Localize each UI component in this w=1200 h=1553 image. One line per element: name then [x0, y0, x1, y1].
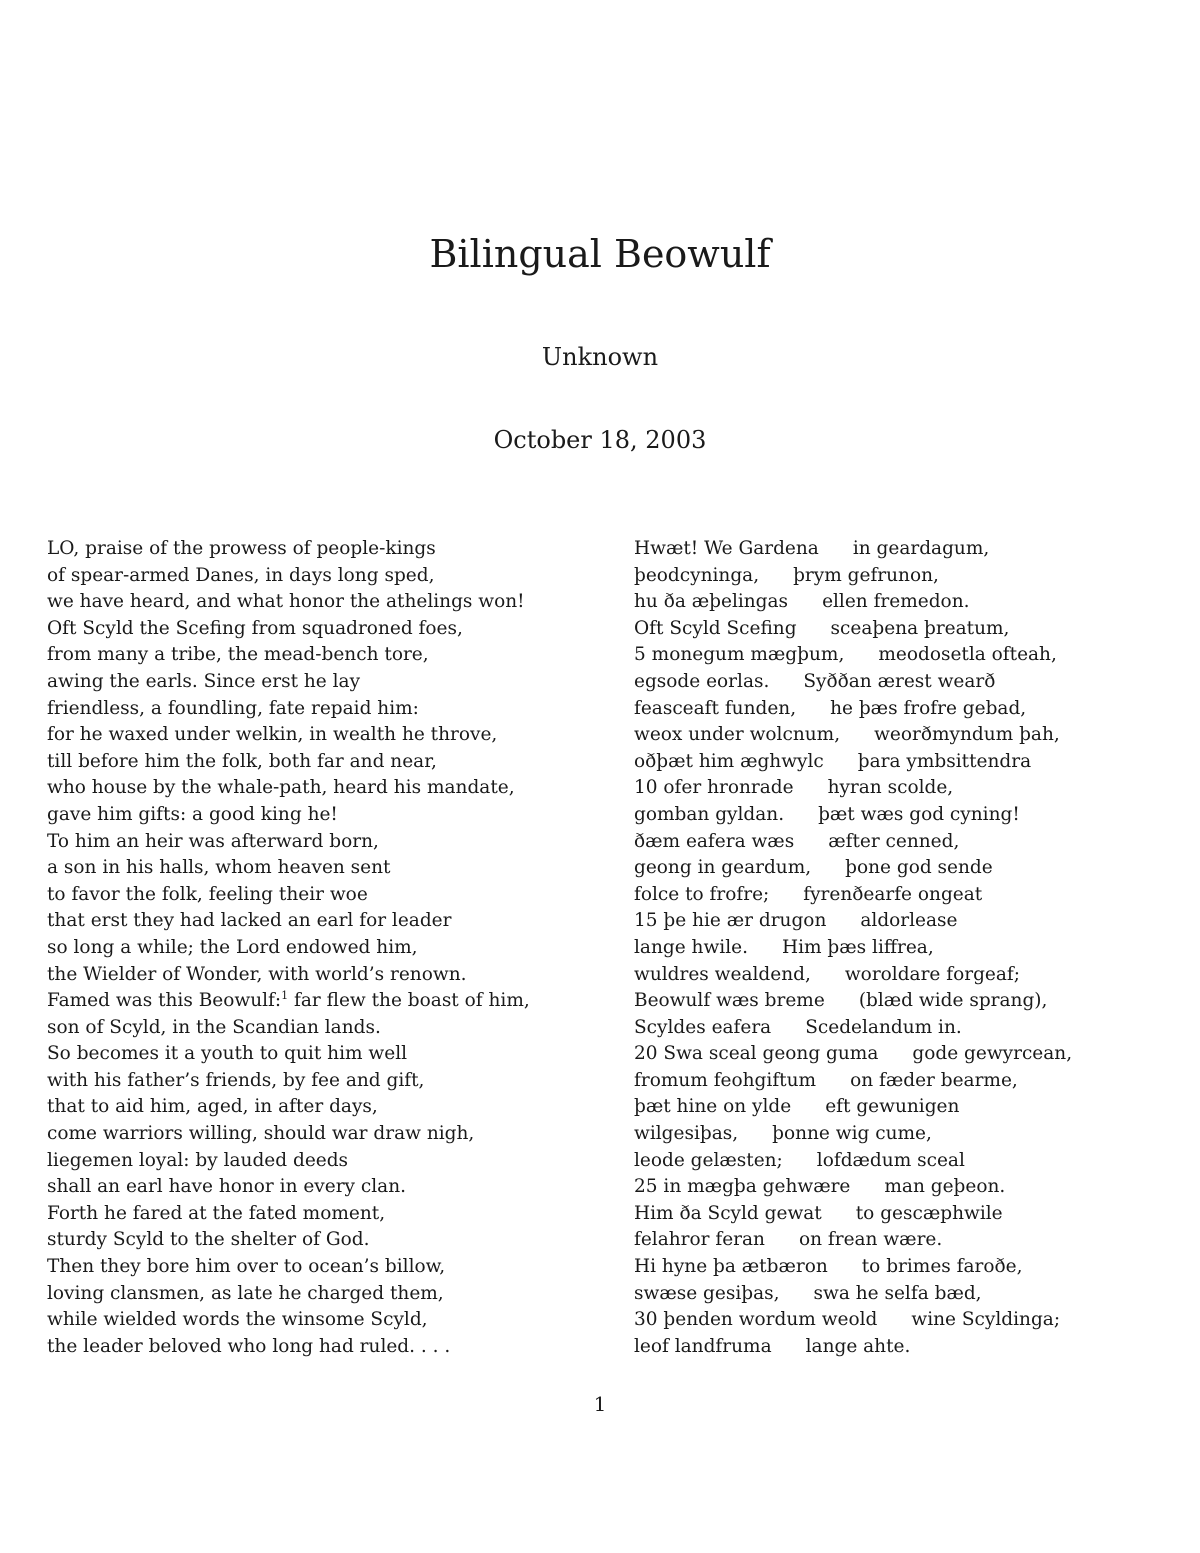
- modern-verse-text: from many a tribe, the mead-bench tore,: [47, 644, 429, 666]
- old-english-verse-line: [634, 536, 1164, 563]
- second-half-line: þara ymbsittendra: [857, 750, 1032, 772]
- modern-verse-line: [47, 935, 607, 962]
- second-half-line: þrym gefrunon,: [793, 564, 939, 586]
- first-half-line: Beowulf wæs breme: [634, 990, 825, 1012]
- second-half-line: woroldare forgeaf;: [844, 963, 1020, 985]
- second-half-line: meodosetla ofteah,: [878, 644, 1057, 666]
- modern-verse-line: [47, 1334, 607, 1361]
- modern-verse-text: to favor the folk, feeling their woe: [47, 883, 368, 905]
- modern-verse-line: [47, 696, 607, 723]
- old-english-verse-line: [634, 1201, 1164, 1228]
- modern-verse-text: LO, praise of the prowess of people-kings: [47, 538, 436, 559]
- modern-verse-line: [47, 1148, 607, 1175]
- old-english-verse-line: [634, 1227, 1164, 1254]
- old-english-verse-line: [634, 749, 1164, 776]
- modern-verse-line: [47, 1121, 607, 1148]
- first-half-line: 20 Swa sceal geong guma: [634, 1043, 879, 1065]
- modern-verse-text-continuation: far flew the boast of him,: [288, 990, 530, 1012]
- modern-verse-line: [47, 1041, 607, 1068]
- first-half-line: folce to frofre;: [634, 883, 770, 905]
- modern-verse-line: [47, 1015, 607, 1042]
- second-half-line: (blæd wide sprang),: [858, 990, 1048, 1012]
- modern-verse-line: [47, 829, 607, 856]
- modern-verse-line: [47, 616, 607, 643]
- first-half-line: wuldres wealdend,: [634, 963, 811, 985]
- modern-verse-line: [47, 722, 607, 749]
- old-english-verse-line: [634, 589, 1164, 616]
- old-english-verse-line: [634, 855, 1164, 882]
- second-half-line: weorðmyndum þah,: [874, 724, 1060, 746]
- old-english-verse-line: [634, 1148, 1164, 1175]
- date-line: October 18, 2003: [493, 426, 707, 454]
- first-half-line: felahror feran: [634, 1229, 765, 1251]
- old-english-verse-line: [634, 775, 1164, 802]
- second-half-line: in geardagum,: [852, 538, 990, 559]
- second-half-line: he þæs frofre gebad,: [830, 697, 1027, 719]
- modern-verse-text: we have heard, and what honor the athelings won!: [47, 591, 525, 613]
- old-english-verse-line: [634, 1068, 1164, 1095]
- first-half-line: þæt hine on ylde: [634, 1096, 792, 1118]
- old-english-verse-line: [634, 669, 1164, 696]
- first-half-line: ðæm eafera wæs: [634, 830, 795, 852]
- old-english-verse-line: [634, 1281, 1164, 1308]
- first-half-line: Hi hyne þa ætbæron: [634, 1256, 828, 1278]
- modern-verse-text: Then they bore him over to ocean’s billow,: [47, 1256, 446, 1278]
- second-half-line: þæt wæs god cyning!: [818, 803, 1020, 825]
- author-line: Unknown: [541, 343, 659, 371]
- old-english-verse-line: [634, 908, 1164, 935]
- modern-verse-text: who house by the whale-path, heard his mandate,: [47, 777, 515, 799]
- second-half-line: Him þæs liffrea,: [781, 936, 934, 958]
- modern-verse-line: [47, 589, 607, 616]
- second-half-line: þone god sende: [845, 857, 993, 879]
- old-english-verse-line: [634, 1334, 1164, 1361]
- first-half-line: wilgesiþas,: [634, 1123, 739, 1145]
- page-number: 1: [593, 1392, 607, 1416]
- second-half-line: eft gewunigen: [825, 1096, 960, 1118]
- second-half-line: gode gewyrcean,: [912, 1043, 1073, 1065]
- old-english-verse-line: [634, 1307, 1164, 1334]
- old-english-column: [634, 536, 1164, 1360]
- old-english-verse-line: [634, 962, 1164, 989]
- modern-verse-line: [47, 908, 607, 935]
- modern-verse-line: [47, 1201, 607, 1228]
- first-half-line: leode gelæsten;: [634, 1149, 783, 1171]
- modern-verse-line: [47, 1094, 607, 1121]
- first-half-line: feasceaft funden,: [634, 697, 797, 719]
- modern-verse-line: [47, 1281, 607, 1308]
- modern-verse-text: Oft Scyld the Scefing from squadroned foes,: [47, 617, 463, 639]
- first-half-line: weox under wolcnum,: [634, 724, 841, 746]
- old-english-verse-line: [634, 1015, 1164, 1042]
- modern-english-column: [47, 536, 607, 1360]
- modern-verse-line: [47, 988, 607, 1015]
- modern-verse-line: [47, 882, 607, 909]
- first-half-line: oðþæt him æghwylc: [634, 750, 824, 772]
- modern-verse-text: friendless, a foundling, fate repaid him:: [47, 697, 419, 719]
- document-title: Bilingual Beowulf: [429, 232, 771, 276]
- second-half-line: þonne wig cume,: [772, 1123, 932, 1145]
- footnote-marker: 1: [281, 989, 289, 1003]
- modern-verse-line: [47, 563, 607, 590]
- modern-verse-line: [47, 962, 607, 989]
- old-english-verse-line: [634, 1174, 1164, 1201]
- first-half-line: 15 þe hie ær drugon: [634, 910, 827, 932]
- old-english-verse-line: [634, 988, 1164, 1015]
- modern-verse-text: To him an heir was afterward born,: [47, 830, 379, 852]
- old-english-verse-line: [634, 1254, 1164, 1281]
- first-half-line: gomban gyldan.: [634, 803, 785, 825]
- modern-verse-line: [47, 802, 607, 829]
- modern-verse-line: [47, 775, 607, 802]
- modern-verse-line: [47, 749, 607, 776]
- modern-verse-text: shall an earl have honor in every clan.: [47, 1176, 406, 1198]
- modern-verse-text: So becomes it a youth to quit him well: [47, 1043, 408, 1065]
- first-half-line: Him ða Scyld gewat: [634, 1202, 822, 1224]
- modern-verse-text: sturdy Scyld to the shelter of God.: [47, 1229, 370, 1251]
- first-half-line: 25 in mægþa gehwære: [634, 1176, 851, 1198]
- second-half-line: lofdædum sceal: [816, 1149, 965, 1171]
- modern-verse-line: [47, 642, 607, 669]
- old-english-verse-line: [634, 1094, 1164, 1121]
- old-english-verse-line: [634, 696, 1164, 723]
- first-half-line: 10 ofer hronrade: [634, 777, 794, 799]
- second-half-line: hyran scolde,: [827, 777, 954, 799]
- first-half-line: 30 þenden wordum weold: [634, 1309, 878, 1331]
- modern-verse-text: Famed was this Beowulf:: [47, 990, 282, 1012]
- modern-verse-text: till before him the folk, both far and near,: [47, 750, 437, 772]
- first-half-line: hu ða æþelingas: [634, 591, 789, 613]
- modern-verse-text: so long a while; the Lord endowed him,: [47, 936, 418, 958]
- old-english-verse-line: [634, 935, 1164, 962]
- second-half-line: Scedelandum in.: [805, 1016, 962, 1038]
- modern-verse-text: liegemen loyal: by lauded deeds: [47, 1149, 349, 1171]
- modern-verse-line: [47, 536, 607, 563]
- first-half-line: geong in geardum,: [634, 857, 812, 879]
- modern-verse-line: [47, 1307, 607, 1334]
- modern-verse-line: [47, 669, 607, 696]
- modern-verse-line: [47, 1174, 607, 1201]
- first-half-line: Hwæt! We Gardena: [634, 538, 819, 559]
- second-half-line: lange ahte.: [805, 1335, 911, 1357]
- second-half-line: man geþeon.: [884, 1176, 1006, 1198]
- modern-verse-text: the Wielder of Wonder, with world’s renown.: [47, 963, 467, 985]
- old-english-verse-line: [634, 616, 1164, 643]
- modern-verse-text: come warriors willing, should war draw nigh,: [47, 1123, 475, 1145]
- modern-verse-text: of spear-armed Danes, in days long sped,: [47, 564, 435, 586]
- second-half-line: Syððan ærest wearð: [803, 670, 996, 692]
- first-half-line: Oft Scyld Scefing: [634, 617, 797, 639]
- first-half-line: 5 monegum mægþum,: [634, 644, 845, 666]
- first-half-line: Scyldes eafera: [634, 1016, 772, 1038]
- modern-verse-text: awing the earls. Since erst he lay: [47, 670, 361, 692]
- modern-verse-text: a son in his halls, whom heaven sent: [47, 857, 391, 879]
- first-half-line: lange hwile.: [634, 936, 748, 958]
- second-half-line: on frean wære.: [798, 1229, 943, 1251]
- old-english-verse-line: [634, 1121, 1164, 1148]
- first-half-line: egsode eorlas.: [634, 670, 770, 692]
- second-half-line: ellen fremedon.: [822, 591, 970, 613]
- first-half-line: þeodcyninga,: [634, 564, 760, 586]
- modern-verse-text: loving clansmen, as late he charged them,: [47, 1282, 444, 1304]
- old-english-verse-line: [634, 829, 1164, 856]
- second-half-line: æfter cenned,: [828, 830, 960, 852]
- modern-verse-text: for he waxed under welkin, in wealth he throve,: [47, 724, 498, 746]
- modern-verse-text: with his father’s friends, by fee and gift,: [47, 1069, 425, 1091]
- old-english-verse-line: [634, 882, 1164, 909]
- second-half-line: swa he selfa bæd,: [813, 1282, 982, 1304]
- modern-verse-text: that to aid him, aged, in after days,: [47, 1096, 378, 1118]
- old-english-verse-line: [634, 802, 1164, 829]
- modern-verse-line: [47, 1254, 607, 1281]
- modern-verse-line: [47, 1068, 607, 1095]
- modern-verse-text: Forth he fared at the fated moment,: [47, 1202, 386, 1224]
- second-half-line: sceaþena þreatum,: [830, 617, 1010, 639]
- modern-verse-text: gave him gifts: a good king he!: [47, 803, 338, 825]
- old-english-verse-line: [634, 1041, 1164, 1068]
- second-half-line: wine Scyldinga;: [911, 1309, 1061, 1331]
- first-half-line: swæse gesiþas,: [634, 1282, 780, 1304]
- second-half-line: aldorlease: [860, 910, 958, 932]
- second-half-line: on fæder bearme,: [850, 1069, 1018, 1091]
- old-english-verse-line: [634, 642, 1164, 669]
- old-english-verse-line: [634, 563, 1164, 590]
- second-half-line: to gescæphwile: [855, 1202, 1003, 1224]
- modern-verse-line: [47, 1227, 607, 1254]
- modern-verse-text: son of Scyld, in the Scandian lands.: [47, 1016, 381, 1038]
- second-half-line: to brimes faroðe,: [861, 1256, 1023, 1278]
- first-half-line: fromum feohgiftum: [634, 1069, 817, 1091]
- first-half-line: leof landfruma: [634, 1335, 772, 1357]
- old-english-verse-line: [634, 722, 1164, 749]
- modern-verse-text: the leader beloved who long had ruled. . . .: [47, 1335, 451, 1357]
- modern-verse-text: while wielded words the winsome Scyld,: [47, 1309, 428, 1331]
- second-half-line: fyrenðearfe ongeat: [803, 883, 983, 905]
- modern-verse-line: [47, 855, 607, 882]
- modern-verse-text: that erst they had lacked an earl for leader: [47, 910, 452, 932]
